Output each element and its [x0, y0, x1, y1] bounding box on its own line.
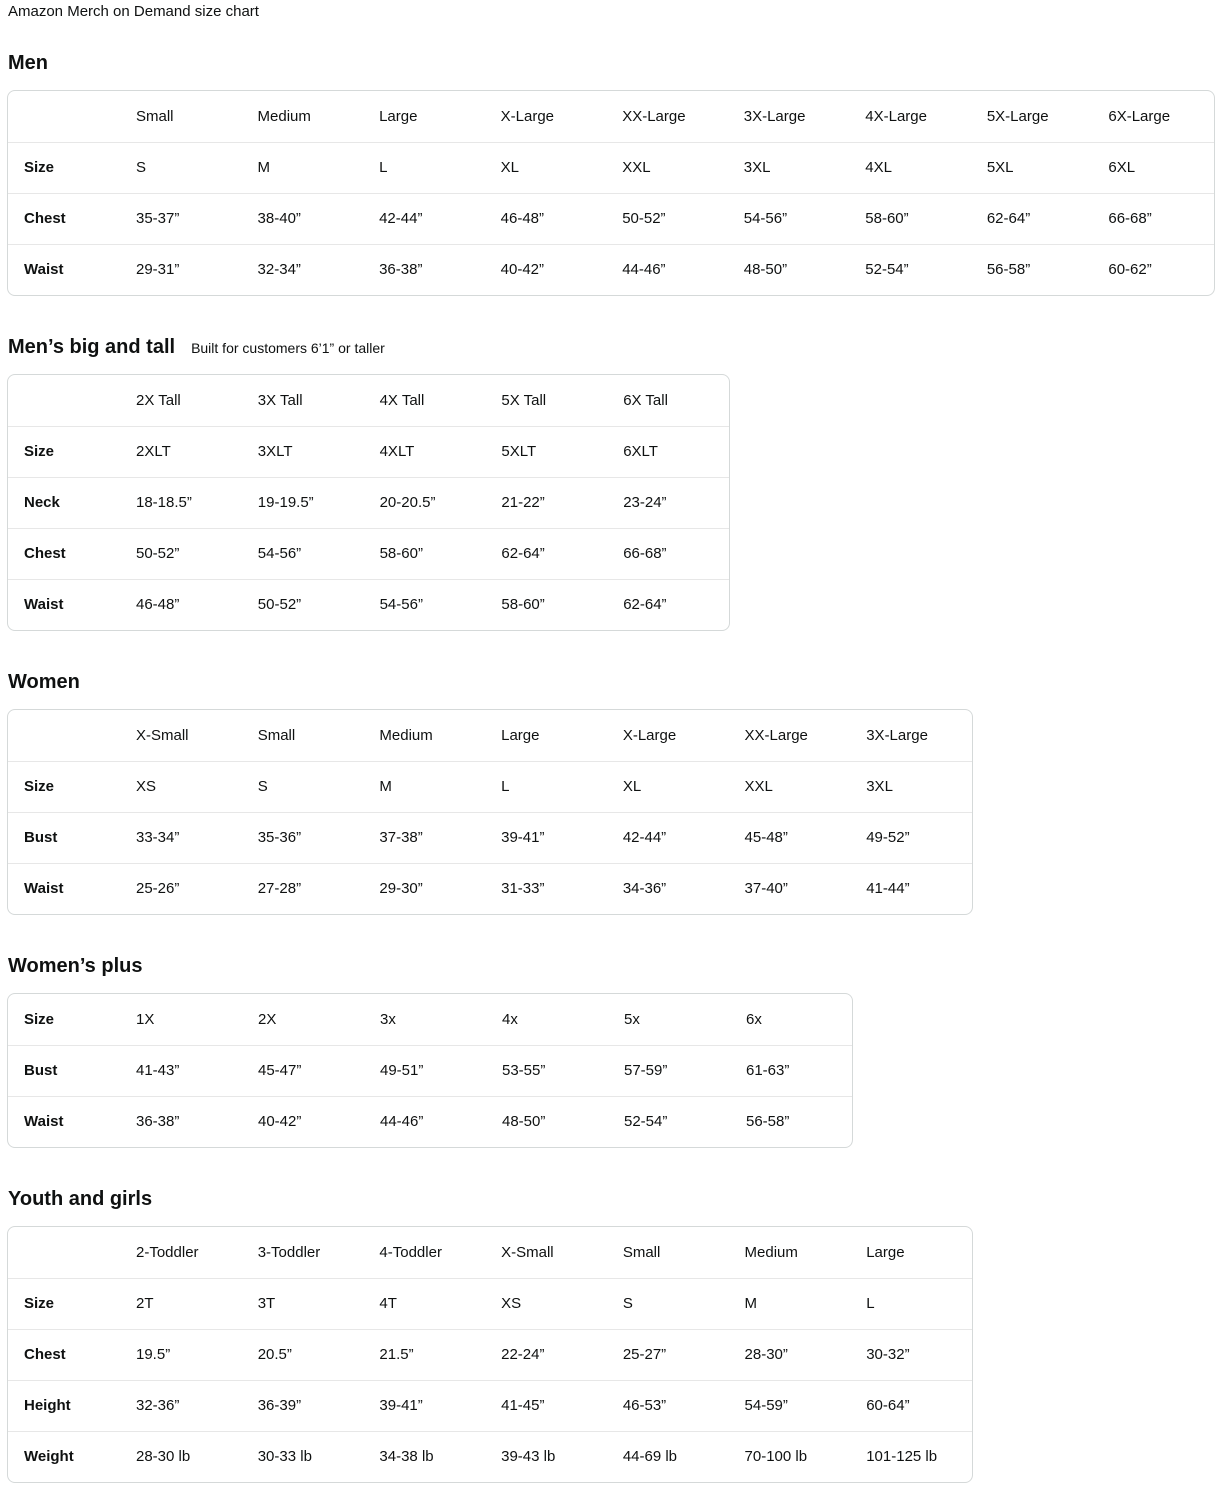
column-header: Large — [379, 107, 418, 125]
table-row — [8, 994, 852, 1045]
size-value: 22-24” — [485, 1329, 607, 1380]
size-value: 39-43 lb — [485, 1431, 607, 1482]
page-title: Amazon Merch on Demand size chart — [8, 3, 259, 20]
size-value: 30-32” — [850, 1329, 972, 1380]
size-value: 23-24” — [607, 477, 729, 528]
size-value: 3x — [380, 1010, 396, 1028]
table-row — [8, 528, 729, 579]
size-value: 18-18.5” — [120, 477, 242, 528]
row-label: Size — [8, 761, 120, 812]
row-label: Chest — [8, 528, 120, 579]
size-value: S — [120, 142, 242, 193]
size-value: 25-27” — [607, 1329, 729, 1380]
row-label: Chest — [8, 1329, 120, 1380]
size-value: 41-45” — [485, 1380, 607, 1431]
section-mens-big-and-tall — [7, 336, 1215, 631]
size-value: 53-55” — [486, 1045, 608, 1096]
section-heading-youth-and-girls: Youth and girls — [8, 1188, 153, 1210]
size-value: 35-36” — [242, 812, 364, 863]
size-value: 6x — [746, 1010, 762, 1028]
section-heading-mens-big-and-tall — [8, 336, 1215, 359]
size-value: 70-100 lb — [729, 1431, 851, 1482]
size-value: 60-64” — [850, 1380, 972, 1431]
column-header: 6X-Large — [1108, 107, 1171, 125]
column-header: Small — [622, 1243, 661, 1261]
size-value: 1X — [136, 1010, 155, 1028]
size-value: 4x — [502, 1010, 518, 1028]
column-header: Medium — [257, 107, 311, 125]
header-row — [8, 710, 972, 761]
size-value: 46-48” — [485, 193, 607, 244]
table-row — [8, 244, 1214, 295]
size-value: 46-53” — [607, 1380, 729, 1431]
column-header: 3X Tall — [257, 391, 303, 409]
size-value: 56-58” — [730, 1096, 852, 1147]
size-value: M — [242, 142, 364, 193]
header-row — [8, 91, 1214, 142]
table-row — [8, 1380, 972, 1431]
column-header: 4X Tall — [379, 391, 425, 409]
size-value: 60-62” — [1092, 244, 1214, 295]
size-value: 6XLT — [607, 426, 729, 477]
size-value: 50-52” — [242, 579, 364, 630]
column-header: Medium — [744, 1243, 798, 1261]
size-value: 36-38” — [363, 244, 485, 295]
size-value: 45-48” — [729, 812, 851, 863]
size-value: 62-64” — [971, 193, 1093, 244]
table-row — [8, 426, 729, 477]
size-value: 50-52” — [606, 193, 728, 244]
column-header: 3X-Large — [866, 726, 928, 744]
size-value: 45-47” — [242, 1045, 364, 1096]
size-value: 2X — [258, 1010, 277, 1028]
table-row — [8, 761, 972, 812]
size-value: 54-59” — [729, 1380, 851, 1431]
womens-plus-size-table — [7, 993, 853, 1148]
column-header: Small — [257, 726, 296, 744]
size-value: 34-36” — [607, 863, 729, 914]
size-value: L — [485, 761, 607, 812]
section-women — [7, 671, 1215, 915]
size-value: 4XL — [849, 142, 971, 193]
size-value: 57-59” — [608, 1045, 730, 1096]
size-value: L — [850, 1278, 972, 1329]
section-men — [7, 52, 1215, 296]
size-value: 48-50” — [728, 244, 850, 295]
column-header: 6X Tall — [623, 391, 668, 409]
size-value: 48-50” — [486, 1096, 608, 1147]
row-label: Bust — [8, 812, 120, 863]
size-value: 5x — [624, 1010, 640, 1028]
size-value: 54-56” — [364, 579, 486, 630]
size-value: 66-68” — [607, 528, 729, 579]
size-value: 29-30” — [363, 863, 485, 914]
size-value: 30-33 lb — [242, 1431, 364, 1482]
size-value: 50-52” — [120, 528, 242, 579]
row-label: Waist — [8, 863, 120, 914]
table-row — [8, 193, 1214, 244]
column-header: X-Large — [500, 107, 555, 125]
size-value: 4XLT — [364, 426, 486, 477]
column-header: 5X Tall — [501, 391, 547, 409]
column-header: 4-Toddler — [379, 1243, 442, 1261]
row-label: Weight — [8, 1431, 120, 1482]
table-row — [8, 1329, 972, 1380]
size-value: 66-68” — [1092, 193, 1214, 244]
size-value: 58-60” — [849, 193, 971, 244]
size-value: 38-40” — [242, 193, 364, 244]
section-womens-plus — [7, 955, 1215, 1148]
size-value: 101-125 lb — [850, 1431, 972, 1482]
size-value: 61-63” — [730, 1045, 852, 1096]
size-value: 4T — [363, 1278, 485, 1329]
section-heading-text: Men’s big and tall — [8, 336, 176, 358]
header-row — [8, 1227, 972, 1278]
row-label: Waist — [8, 579, 120, 630]
size-value: 58-60” — [364, 528, 486, 579]
size-value: XS — [120, 761, 242, 812]
column-header: X-Large — [622, 726, 677, 744]
women-size-table — [7, 709, 973, 915]
corner-cell — [8, 91, 120, 142]
size-value: 36-39” — [242, 1380, 364, 1431]
size-value: S — [242, 761, 364, 812]
size-value: 2XLT — [120, 426, 242, 477]
size-value: L — [363, 142, 485, 193]
size-value: 19.5” — [120, 1329, 242, 1380]
size-value: 44-46” — [606, 244, 728, 295]
mens-big-and-tall-size-table-grid — [8, 375, 729, 630]
size-value: 39-41” — [363, 1380, 485, 1431]
section-subtitle: Built for customers 6’1” or taller — [191, 340, 385, 356]
corner-cell — [8, 1227, 120, 1278]
size-value: 20.5” — [242, 1329, 364, 1380]
men-size-table — [7, 90, 1215, 296]
column-header: X-Small — [501, 1243, 554, 1261]
size-value: 41-44” — [850, 863, 972, 914]
size-value: 52-54” — [608, 1096, 730, 1147]
row-label: Size — [8, 426, 120, 477]
size-value: 52-54” — [849, 244, 971, 295]
row-label: Bust — [8, 1045, 120, 1096]
size-value: 54-56” — [728, 193, 850, 244]
size-value: 37-40” — [729, 863, 851, 914]
size-value: 29-31” — [120, 244, 242, 295]
size-value: 20-20.5” — [364, 477, 486, 528]
size-value: 35-37” — [120, 193, 242, 244]
size-value: M — [363, 761, 485, 812]
size-value: 21.5” — [363, 1329, 485, 1380]
table-row — [8, 1096, 852, 1147]
corner-cell — [8, 710, 120, 761]
size-value: 42-44” — [607, 812, 729, 863]
size-value: 62-64” — [607, 579, 729, 630]
size-value: 54-56” — [242, 528, 364, 579]
table-row — [8, 1431, 972, 1482]
size-value: 19-19.5” — [242, 477, 364, 528]
size-value: 39-41” — [485, 812, 607, 863]
size-value: 3XL — [850, 761, 972, 812]
size-value: 41-43” — [120, 1045, 242, 1096]
size-value: 25-26” — [120, 863, 242, 914]
column-header: XX-Large — [622, 107, 686, 125]
size-value: 28-30 lb — [120, 1431, 242, 1482]
column-header: Medium — [379, 726, 433, 744]
table-row — [8, 579, 729, 630]
size-value: 40-42” — [242, 1096, 364, 1147]
section-heading-men: Men — [8, 52, 48, 74]
row-label: Waist — [8, 1096, 120, 1147]
column-header: 2X Tall — [136, 391, 181, 409]
column-header: 2-Toddler — [136, 1243, 199, 1261]
size-value: 40-42” — [485, 244, 607, 295]
row-label: Size — [8, 142, 120, 193]
size-value: 6XL — [1092, 142, 1214, 193]
corner-cell — [8, 375, 120, 426]
size-value: 28-30” — [729, 1329, 851, 1380]
size-value: 37-38” — [363, 812, 485, 863]
size-value: XXL — [606, 142, 728, 193]
size-value: XL — [485, 142, 607, 193]
size-value: 32-34” — [242, 244, 364, 295]
header-row — [8, 375, 729, 426]
size-value: 2T — [120, 1278, 242, 1329]
size-value: 5XLT — [485, 426, 607, 477]
column-header: Large — [501, 726, 540, 744]
size-value: 31-33” — [485, 863, 607, 914]
size-value: 62-64” — [485, 528, 607, 579]
table-row — [8, 812, 972, 863]
size-value: M — [729, 1278, 851, 1329]
column-header: 4X-Large — [865, 107, 927, 125]
row-label: Chest — [8, 193, 120, 244]
row-label: Waist — [8, 244, 120, 295]
size-value: XS — [485, 1278, 607, 1329]
column-header: 3X-Large — [743, 107, 806, 125]
youth-and-girls-size-table-grid — [8, 1227, 972, 1482]
size-value: 49-51” — [364, 1045, 486, 1096]
size-value: 34-38 lb — [363, 1431, 485, 1482]
size-value: XXL — [729, 761, 851, 812]
size-value: 5XL — [971, 142, 1093, 193]
size-value: 44-69 lb — [607, 1431, 729, 1482]
size-value: S — [607, 1278, 729, 1329]
size-value: 33-34” — [120, 812, 242, 863]
size-value: 32-36” — [120, 1380, 242, 1431]
row-label: Height — [8, 1380, 120, 1431]
womens-plus-size-table-grid — [8, 994, 852, 1147]
table-row — [8, 477, 729, 528]
column-header: Small — [136, 107, 174, 125]
mens-big-and-tall-size-table — [7, 374, 730, 631]
section-youth-and-girls — [7, 1188, 1215, 1483]
size-value: 56-58” — [971, 244, 1093, 295]
size-value: 44-46” — [364, 1096, 486, 1147]
table-row — [8, 863, 972, 914]
size-value: XL — [607, 761, 729, 812]
size-value: 49-52” — [850, 812, 972, 863]
size-value: 21-22” — [485, 477, 607, 528]
row-label: Size — [24, 1010, 55, 1028]
column-header: XX-Large — [744, 726, 808, 744]
size-value: 42-44” — [363, 193, 485, 244]
column-header: 5X-Large — [986, 107, 1049, 125]
table-row — [8, 142, 1214, 193]
women-size-table-grid — [8, 710, 972, 914]
section-heading-women: Women — [8, 671, 80, 693]
row-label: Size — [8, 1278, 120, 1329]
size-value: 46-48” — [120, 579, 242, 630]
column-header: X-Small — [136, 726, 189, 744]
row-label: Neck — [8, 477, 120, 528]
table-row — [8, 1278, 972, 1329]
youth-and-girls-size-table — [7, 1226, 973, 1483]
table-row — [8, 1045, 852, 1096]
size-value: 3XL — [728, 142, 850, 193]
size-value: 3T — [242, 1278, 364, 1329]
column-header: 3-Toddler — [257, 1243, 321, 1261]
size-value: 27-28” — [242, 863, 364, 914]
men-size-table-grid — [8, 91, 1214, 295]
size-value: 3XLT — [242, 426, 364, 477]
column-header: Large — [866, 1243, 905, 1261]
section-heading-womens-plus: Women’s plus — [8, 955, 143, 977]
size-value: 58-60” — [485, 579, 607, 630]
size-value: 36-38” — [120, 1096, 242, 1147]
